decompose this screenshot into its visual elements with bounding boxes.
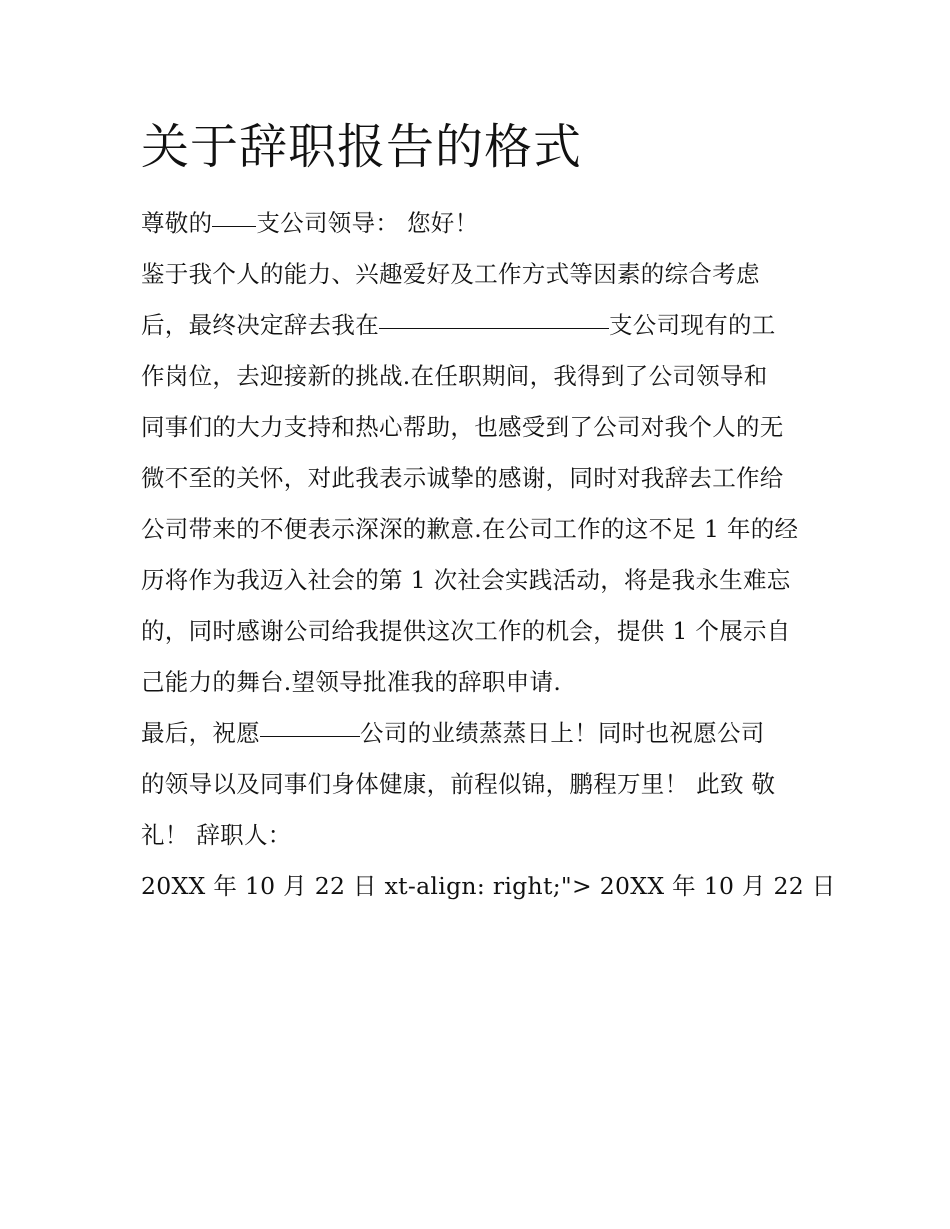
greeting-line [141,198,813,249]
greeting-text-after: 支公司领导： 您好！ [256,209,479,237]
closing-paragraph [141,708,813,861]
body-line: 鉴于我个人的能力、兴趣爱好及工作方式等因素的综合考虑 [141,260,760,288]
closing-line: 礼！ 辞职人： [141,821,292,849]
fill-in-blank-company [260,735,360,737]
body-line: 己能力的舞台.望领导批准我的辞职申请. [141,668,562,696]
greeting-paragraph [141,198,813,249]
closing-line1-before: 最后，祝愿 [141,719,260,747]
fill-in-blank-branch-name [379,327,609,329]
document-title: 关于辞职报告的格式 [141,119,583,175]
body-line: 微不至的关怀，对此我表示诚挚的感谢，同时对我辞去工作给 [141,464,784,492]
body-line: 同事们的大力支持和热心帮助，也感受到了公司对我个人的无 [141,413,784,441]
body-paragraph [141,249,813,708]
body-line2-before: 后，最终决定辞去我在 [141,311,379,339]
body-line: 公司带来的不便表示深深的歉意.在公司工作的这不足 1 年的经 [141,515,799,543]
date-paragraph [141,861,836,912]
date-line: 20XX 年 10 月 22 日 xt-align: right;"> 20XX 年 10 月 22 日 [141,872,836,900]
closing-line [141,708,813,759]
body-line: 的，同时感谢公司给我提供这次工作的机会，提供 1 个展示自 [141,617,791,645]
body-line2-after: 支公司现有的工 [609,311,776,339]
body-line [141,300,813,351]
greeting-text-before: 尊敬的 [141,209,213,237]
closing-line: 的领导以及同事们身体健康，前程似锦，鹏程万里！ 此致 敬 [141,770,776,798]
body-line: 历将作为我迈入社会的第 1 次社会实践活动，将是我永生难忘 [141,566,791,594]
closing-line1-after: 公司的业绩蒸蒸日上！同时也祝愿公司 [360,719,765,747]
body-line: 作岗位，去迎接新的挑战.在任职期间，我得到了公司领导和 [141,362,768,390]
document-page [141,112,836,912]
fill-in-blank-branch [212,225,256,227]
